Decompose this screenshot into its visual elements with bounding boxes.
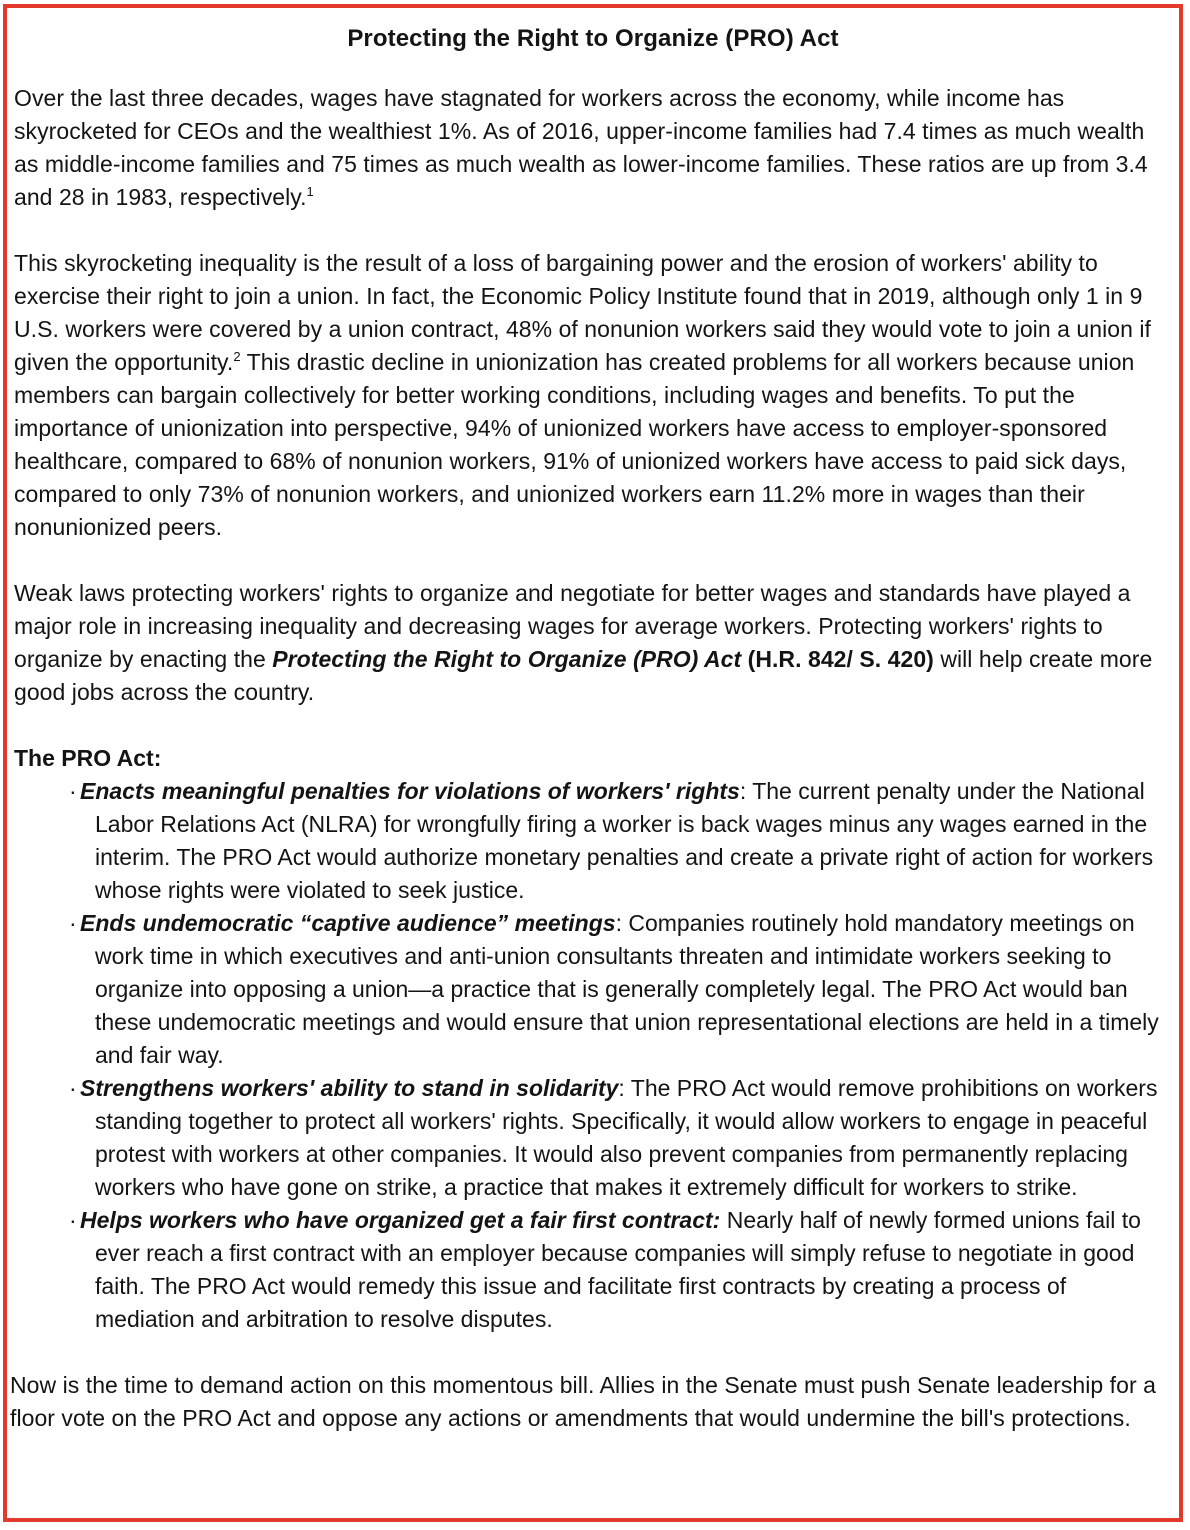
- act-name: Protecting the Right to Organize (PRO) Act: [272, 646, 742, 672]
- provision-lead: Enacts meaningful penalties for violations of workers' rights: [80, 778, 740, 804]
- provision-item: [14, 907, 1172, 1072]
- inequality-text-a: This skyrocketing inequality is the result of a loss of bargaining power and the erosion of workers' ability to exercise their right to join a union. In fact, the Economic Policy Institute found that in 2019, although only 1 in 9 U.S. workers were covered by a union contract, 48% of nonunion workers said they would vote to join a union if given the opportunity.: [14, 250, 1151, 375]
- weak-laws-paragraph: [14, 577, 1172, 709]
- provision-text: : Companies routinely hold mandatory meetings on work time in which executives and anti-union consultants threaten and intimidate workers seeking to organize into opposing a union—a practice that is generally completely legal. The PRO Act would ban these undemocratic meetings and would ensure that union representational elections are held in a timely and fair way.: [95, 910, 1159, 1068]
- bullet-icon: ·: [69, 910, 77, 936]
- provision-text: Nearly half of newly formed unions fail to ever reach a first contract with an employer because companies will simply refuse to negotiate in good faith. The PRO Act would remedy this issue and facilitate first contracts by creating a process of mediation and arbitration to resolve disputes.: [95, 1207, 1141, 1332]
- intro-paragraph: [14, 82, 1172, 214]
- pro-act-heading: The PRO Act:: [14, 745, 162, 771]
- weak-laws-text-b: will help create more good jobs across the country.: [14, 646, 1153, 705]
- weak-laws-text-a: Weak laws protecting workers' rights to organize and negotiate for better wages and standards have played a major role in increasing inequality and decreasing wages for average workers. Protecting workers' rights to organize by enacting the: [14, 580, 1131, 672]
- bullet-icon: ·: [69, 1207, 77, 1233]
- provision-lead: Helps workers who have organized get a fair first contract:: [80, 1207, 721, 1233]
- provision-lead: Ends undemocratic “captive audience” meetings: [80, 910, 616, 936]
- provision-item: [14, 1072, 1172, 1204]
- pro-act-provisions-list: [14, 775, 1172, 1336]
- bullet-icon: ·: [69, 1075, 77, 1101]
- bullet-icon: ·: [69, 778, 77, 804]
- provision-item: [14, 775, 1172, 907]
- footnote-1-marker: 1: [306, 184, 314, 199]
- closing-paragraph: Now is the time to demand action on this momentous bill. Allies in the Senate must push Senate leadership for a floor vote on the PRO Act and oppose any actions or amendments that would undermine the bill's protections.: [10, 1372, 1156, 1431]
- provision-text: : The current penalty under the National Labor Relations Act (NLRA) for wrongfully firing a worker is back wages minus any wages earned in the interim. The PRO Act would authorize monetary penalties and create a private right of action for workers whose rights were violated to seek justice.: [95, 778, 1154, 903]
- provision-text: : The PRO Act would remove prohibitions on workers standing together to protect all workers' rights. Specifically, it would allow workers to engage in peaceful protest with workers at other companies. It would also prevent companies from permanently replacing workers who have gone on strike, a practice that makes it extremely difficult for workers to strike.: [95, 1075, 1158, 1200]
- bill-numbers: (H.R. 842/ S. 420): [741, 646, 934, 672]
- inequality-text-b: This drastic decline in unionization has created problems for all workers because union members can bargain collectively for better working conditions, including wages and benefits. To put the importance of unionization into perspective, 94% of unionized workers have access to employer-sponsored healthcare, compared to 68% of nonunion workers, 91% of unionized workers have access to paid sick days, compared to only 73% of nonunion workers, and unionized workers earn 11.2% more in wages than their nonunionized peers.: [14, 349, 1135, 540]
- footnote-2-marker: 2: [233, 349, 241, 364]
- provision-lead: Strengthens workers' ability to stand in solidarity: [80, 1075, 619, 1101]
- document-title: Protecting the Right to Organize (PRO) Act: [347, 25, 839, 52]
- provision-item: [14, 1204, 1172, 1336]
- inequality-paragraph: [14, 247, 1172, 544]
- intro-text: Over the last three decades, wages have stagnated for workers across the economy, while income has skyrocketed for CEOs and the wealthiest 1%. As of 2016, upper-income families had 7.4 times as much wealth as middle-income families and 75 times as much wealth as lower-income families. These ratios are up from 3.4 and 28 in 1983, respectively.: [14, 85, 1148, 210]
- document-body: [10, 24, 1172, 1435]
